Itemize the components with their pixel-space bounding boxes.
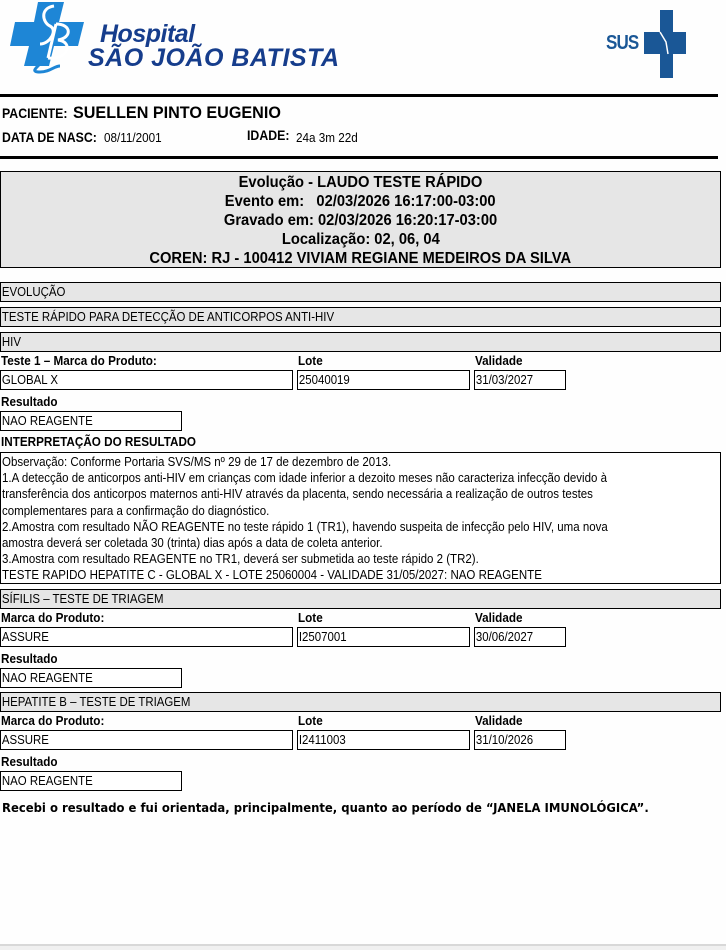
hiv-lot-label: Lote <box>298 353 323 368</box>
interpretation-line: transferência dos anticorpos maternos anti-HIV através da placenta, sendo necessária a realização de outros testes <box>2 486 593 502</box>
hepb-result-value: NAO REAGENTE <box>1 773 93 788</box>
section-hiv-test-title <box>0 307 721 327</box>
sifilis-result-value: NAO REAGENTE <box>1 670 93 685</box>
dob-value: 08/11/2001 <box>104 130 162 145</box>
receipt-statement: Recebi o resultado e fui orientada, principalmente, quanto ao período de “JANELA IMUNOLÓGICA”. <box>2 800 649 815</box>
interpretation-line: 2.Amostra com resultado NÃO REAGENTE no teste rápido 1 (TR1), havendo suspeita de infecção pelo HIV, uma nova <box>2 518 608 534</box>
hiv-lot-value: 25040019 <box>298 372 350 387</box>
hiv-brand-value: GLOBAL X <box>1 372 59 387</box>
hiv-result-value: NAO REAGENTE <box>1 413 93 428</box>
hiv-validity-field[interactable] <box>474 370 566 390</box>
sifilis-validity-field[interactable] <box>474 627 566 647</box>
age-label: IDADE: <box>247 127 290 143</box>
patient-name: SUELLEN PINTO EUGENIO <box>72 103 281 122</box>
section-hiv <box>0 332 721 352</box>
sifilis-result-field[interactable] <box>0 668 182 688</box>
hiv-result-label: Resultado <box>1 394 58 409</box>
interpretation-line: Observação: Conforme Portaria SVS/MS nº 29 de 17 de dezembro de 2013. <box>2 454 392 469</box>
hepb-result-field[interactable] <box>0 771 182 791</box>
page-bottom-strip <box>0 946 726 950</box>
hiv-lot-field[interactable] <box>297 370 470 390</box>
section-sifilis-title: SÍFILIS – TESTE DE TRIAGEM <box>1 591 164 606</box>
hepb-lot-label: Lote <box>298 713 323 728</box>
divider-patient <box>0 156 718 159</box>
interpretation-line: amostra deverá ser coletada 30 (trinta) dias após a data de coleta anterior. <box>2 535 383 551</box>
age-value: 24a 3m 22d <box>295 130 358 145</box>
sifilis-brand-label: Marca do Produto: <box>1 610 105 625</box>
report-event-time: Evento em: 02/03/2026 16:17:00-03:00 <box>225 193 496 210</box>
patient-name-label: PACIENTE: <box>2 105 68 121</box>
sifilis-validity-label: Validade <box>475 610 523 625</box>
hepb-brand-value: ASSURE <box>1 732 49 747</box>
dob-label: DATA DE NASC: <box>2 129 97 145</box>
hiv-result-field[interactable] <box>0 411 182 431</box>
hospital-name-line1: Hospital <box>100 20 195 48</box>
hepb-brand-label: Marca do Produto: <box>1 713 105 728</box>
sifilis-lot-value: I2507001 <box>298 629 347 644</box>
interpretation-line: complementares para a confirmação do diagnóstico. <box>2 502 270 518</box>
section-hiv-title: HIV <box>1 334 21 349</box>
sifilis-brand-field[interactable] <box>0 627 293 647</box>
section-hiv-test-title-text: TESTE RÁPIDO PARA DETECÇÃO DE ANTICORPOS ANTI-HIV <box>1 309 335 324</box>
hepb-validity-field[interactable] <box>474 730 566 750</box>
section-evolucao-title: EVOLUÇÃO <box>1 284 66 299</box>
sifilis-validity-value: 30/06/2027 <box>475 629 534 644</box>
divider-top <box>0 94 718 97</box>
report-location: Localização: 02, 06, 04 <box>281 231 440 248</box>
sus-logo <box>604 8 694 80</box>
report-title: Evolução - LAUDO TESTE RÁPIDO <box>238 174 483 191</box>
section-sifilis <box>0 589 721 609</box>
interpretation-title: INTERPRETAÇÃO DO RESULTADO <box>1 434 197 449</box>
hepb-result-label: Resultado <box>1 754 58 769</box>
interpretation-box <box>0 452 721 584</box>
interpretation-line: TESTE RAPIDO HEPATITE C - GLOBAL X - LOTE 25060004 - VALIDADE 31/05/2027: NAO REAGENTE <box>2 567 542 583</box>
section-hepatite-b <box>0 692 721 712</box>
hospital-name-line2: SÃO JOÃO BATISTA <box>88 44 340 72</box>
hospital-cross-sjb-logo-icon <box>10 0 92 78</box>
patient-age-row <box>247 127 364 145</box>
patient-name-row <box>2 103 292 123</box>
interpretation-line: 3.Amostra com resultado REAGENTE no TR1, deverá ser submetida ao teste rápido 2 (TR2). <box>2 551 479 567</box>
hepb-lot-field[interactable] <box>297 730 470 750</box>
hospital-logo <box>10 0 350 80</box>
section-evolucao <box>0 282 721 302</box>
interpretation-line: 1.A detecção de anticorpos anti-HIV em crianças com idade inferior a dezoito meses não caracteriza infecção devido à <box>2 470 607 486</box>
hiv-brand-label: Teste 1 – Marca do Produto: <box>1 353 157 368</box>
patient-dob-row <box>2 129 168 147</box>
sifilis-brand-value: ASSURE <box>1 629 49 644</box>
hepb-validity-label: Validade <box>475 713 523 728</box>
sifilis-result-label: Resultado <box>1 651 58 666</box>
report-header-box <box>0 171 721 268</box>
hepb-validity-value: 31/10/2026 <box>475 732 534 747</box>
hepb-lot-value: I2411003 <box>298 732 346 747</box>
sus-logo-text: SUS <box>606 32 639 54</box>
report-recorded-time: Gravado em: 02/03/2026 16:20:17-03:00 <box>223 212 498 229</box>
hiv-validity-value: 31/03/2027 <box>475 372 534 387</box>
sifilis-lot-field[interactable] <box>297 627 470 647</box>
hiv-brand-field[interactable] <box>0 370 293 390</box>
hiv-validity-label: Validade <box>475 353 523 368</box>
hepb-brand-field[interactable] <box>0 730 293 750</box>
sus-cross-icon <box>640 8 690 80</box>
section-hepatite-b-title: HEPATITE B – TESTE DE TRIAGEM <box>1 694 191 709</box>
sifilis-lot-label: Lote <box>298 610 323 625</box>
report-coren: COREN: RJ - 100412 VIVIAM REGIANE MEDEIROS DA SILVA <box>149 250 572 267</box>
